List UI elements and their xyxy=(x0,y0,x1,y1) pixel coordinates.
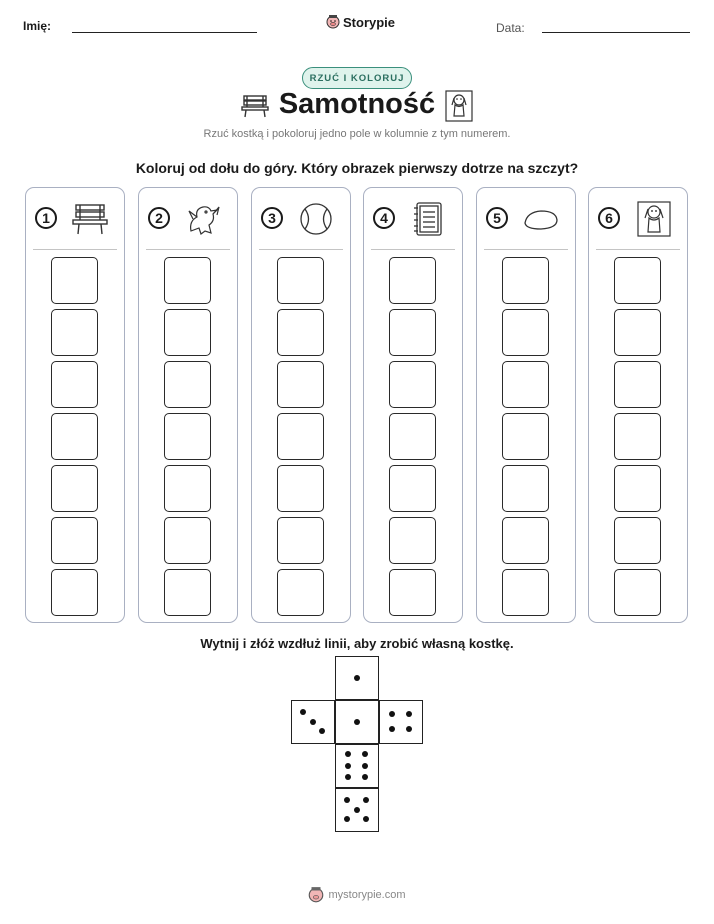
die-pip xyxy=(362,763,368,769)
footer xyxy=(0,886,714,904)
color-cell[interactable] xyxy=(164,309,211,356)
puppy-icon xyxy=(445,90,473,122)
die-pip xyxy=(362,774,368,780)
color-cell[interactable] xyxy=(502,413,549,460)
column-divider xyxy=(33,249,117,250)
color-cell[interactable] xyxy=(389,361,436,408)
column-number: 5 xyxy=(486,207,508,229)
storypie-logo xyxy=(326,14,395,30)
color-cell[interactable] xyxy=(502,361,549,408)
die-pip xyxy=(310,719,316,725)
die-pip xyxy=(363,797,369,803)
page-subtitle: Rzuć kostką i pokoloruj jedno pole w kolumnie z tym numerem. xyxy=(203,128,511,140)
color-cell[interactable] xyxy=(614,465,661,512)
color-cell[interactable] xyxy=(51,361,98,408)
color-cell[interactable] xyxy=(614,517,661,564)
color-cell[interactable] xyxy=(277,309,324,356)
pig-mascot-icon xyxy=(326,14,340,30)
color-cell[interactable] xyxy=(502,257,549,304)
column-number: 3 xyxy=(261,207,283,229)
puppy-icon xyxy=(633,201,673,237)
column-number: 4 xyxy=(373,207,395,229)
footer-url[interactable]: mystorypie.com xyxy=(328,889,406,901)
color-cell[interactable] xyxy=(389,517,436,564)
die-pip xyxy=(345,751,351,757)
die-pip xyxy=(362,751,368,757)
column-divider xyxy=(371,249,455,250)
die-face-5 xyxy=(335,788,379,832)
die-face-1 xyxy=(335,656,379,700)
date-label: Data: xyxy=(496,21,525,35)
die-pip xyxy=(363,816,369,822)
pig-mascot-icon xyxy=(308,886,324,904)
column-4 xyxy=(363,187,463,623)
die-pip xyxy=(354,719,360,725)
name-label: Imię: xyxy=(23,19,52,33)
color-cell[interactable] xyxy=(277,465,324,512)
color-cell[interactable] xyxy=(51,569,98,616)
color-cell[interactable] xyxy=(502,465,549,512)
color-cell[interactable] xyxy=(164,569,211,616)
die-pip xyxy=(344,816,350,822)
color-cell[interactable] xyxy=(502,309,549,356)
die-pip xyxy=(344,797,350,803)
color-cell[interactable] xyxy=(389,309,436,356)
column-1 xyxy=(25,187,125,623)
column-divider xyxy=(484,249,568,250)
column-2 xyxy=(138,187,238,623)
cut-instruction: Wytnij i złóż wzdłuż linii, aby zrobić własną kostkę. xyxy=(200,636,514,651)
name-line[interactable] xyxy=(72,32,257,33)
color-cell[interactable] xyxy=(164,465,211,512)
column-number: 2 xyxy=(148,207,170,229)
column-number: 1 xyxy=(35,207,57,229)
color-cell[interactable] xyxy=(164,257,211,304)
column-divider xyxy=(259,249,343,250)
die-pip xyxy=(406,726,412,732)
color-cell[interactable] xyxy=(614,361,661,408)
die-face-3 xyxy=(291,700,335,744)
column-6 xyxy=(588,187,688,623)
activity-badge: RZUĆ I KOLORUJ xyxy=(302,67,412,89)
color-cell[interactable] xyxy=(389,569,436,616)
column-divider xyxy=(146,249,230,250)
die-pip xyxy=(406,711,412,717)
die-pip xyxy=(354,807,360,813)
color-cell[interactable] xyxy=(277,517,324,564)
baseball-icon xyxy=(296,201,336,237)
brand-name: Storypie xyxy=(343,14,396,30)
color-cell[interactable] xyxy=(277,569,324,616)
die-pip xyxy=(345,774,351,780)
die-pip xyxy=(389,726,395,732)
stone-icon xyxy=(521,201,561,237)
dragon-icon xyxy=(183,201,223,237)
column-divider xyxy=(596,249,680,250)
color-cell[interactable] xyxy=(389,413,436,460)
die-face-6 xyxy=(335,744,379,788)
color-cell[interactable] xyxy=(51,309,98,356)
die-pip xyxy=(354,675,360,681)
color-cell[interactable] xyxy=(164,361,211,408)
color-cell[interactable] xyxy=(51,413,98,460)
color-cell[interactable] xyxy=(614,569,661,616)
die-pip xyxy=(319,728,325,734)
color-cell[interactable] xyxy=(164,413,211,460)
die-pip xyxy=(389,711,395,717)
color-cell[interactable] xyxy=(51,465,98,512)
color-cell[interactable] xyxy=(277,413,324,460)
color-cell[interactable] xyxy=(51,517,98,564)
color-cell[interactable] xyxy=(389,257,436,304)
color-cell[interactable] xyxy=(502,569,549,616)
notebook-icon xyxy=(408,201,448,237)
bench-icon xyxy=(70,201,110,237)
column-number: 6 xyxy=(598,207,620,229)
color-cell[interactable] xyxy=(614,257,661,304)
color-cell[interactable] xyxy=(277,361,324,408)
color-cell[interactable] xyxy=(502,517,549,564)
page-title: Samotność xyxy=(278,88,436,120)
color-cell[interactable] xyxy=(164,517,211,564)
color-cell[interactable] xyxy=(614,309,661,356)
column-3 xyxy=(251,187,351,623)
game-instruction: Koloruj od dołu do góry. Który obrazek pierwszy dotrze na szczyt? xyxy=(135,160,579,176)
color-cell[interactable] xyxy=(51,257,98,304)
die-face-4 xyxy=(379,700,423,744)
color-cell[interactable] xyxy=(389,465,436,512)
color-cell[interactable] xyxy=(614,413,661,460)
die-pip xyxy=(300,709,306,715)
die-face-1 xyxy=(335,700,379,744)
date-line[interactable] xyxy=(542,32,690,33)
die-pip xyxy=(345,763,351,769)
column-5 xyxy=(476,187,576,623)
color-cell[interactable] xyxy=(277,257,324,304)
